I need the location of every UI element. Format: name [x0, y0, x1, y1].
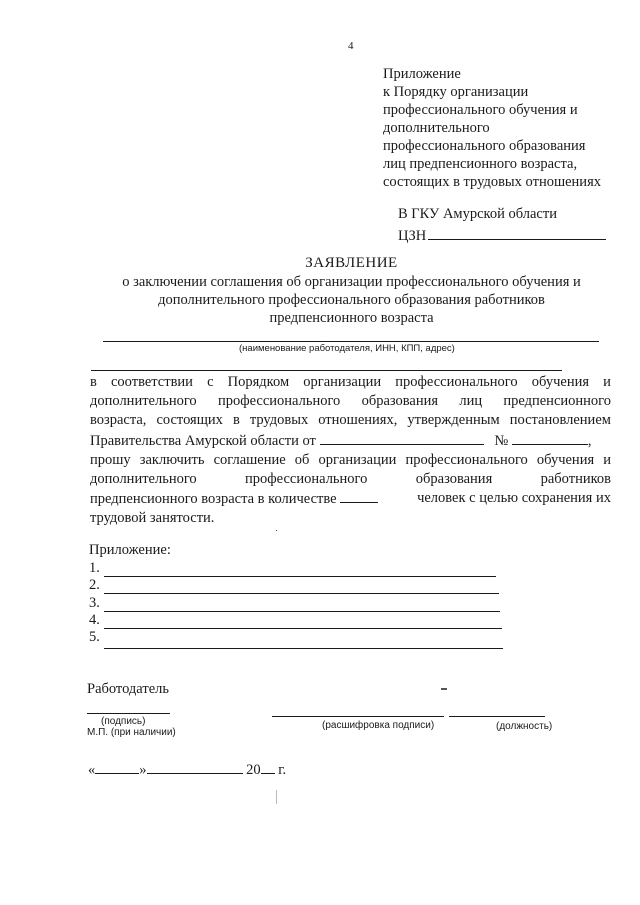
attachment-field-4[interactable] [104, 628, 502, 629]
signature-hint: (подпись) [101, 716, 146, 727]
stamp-hint: М.П. (при наличии) [87, 727, 176, 738]
appendix-line: профессионального обучения и [383, 102, 578, 118]
date-line [88, 760, 286, 779]
body-line-2: дополнительного профессионального образования лиц предпенсионного [90, 393, 611, 410]
signature-field[interactable] [87, 713, 170, 714]
subtitle-line: о заключении соглашения об организации профессионального обучения и [122, 274, 581, 290]
attachment-field-3[interactable] [104, 611, 500, 612]
resolution-date-field[interactable] [320, 431, 484, 445]
employer-label: Работодатель [87, 681, 169, 697]
scan-dot [276, 530, 277, 531]
appendix-line: лиц предпенсионного возраста, [383, 156, 578, 172]
appendix-line: дополнительного [383, 120, 490, 136]
attachment-number: 1. [89, 560, 100, 576]
employer-info-hint: (наименование работодателя, ИНН, КПП, адрес) [239, 343, 455, 354]
appendix-line: состоящих в трудовых отношениях [383, 174, 601, 190]
signature-decoding-field[interactable] [272, 716, 444, 717]
employer-info-field-2[interactable] [91, 370, 562, 371]
scan-dot [276, 790, 277, 804]
document-title: ЗАЯВЛЕНИЕ [305, 255, 398, 271]
attachment-field-2[interactable] [104, 593, 499, 594]
appendix-header [383, 65, 601, 191]
attachment-field-5[interactable] [104, 648, 503, 649]
recipient-block [398, 203, 606, 247]
attachment-number: 2. [89, 577, 100, 593]
body-line-8: трудовой занятости. [90, 510, 215, 527]
scan-mark [441, 688, 447, 690]
recipient-czn-label: ЦЗН [398, 228, 427, 244]
signature-decoding-hint: (расшифровка подписи) [322, 720, 435, 731]
employer-info-field[interactable] [103, 341, 599, 342]
document-subtitle [0, 273, 640, 327]
subtitle-line: дополнительного профессионального образования работников [158, 292, 545, 308]
employee-count-field[interactable] [340, 489, 378, 503]
appendix-line: Приложение [383, 66, 461, 82]
attachments-label: Приложение: [89, 542, 171, 558]
resolution-number-field[interactable] [512, 431, 588, 445]
date-close-quote: » [139, 762, 147, 778]
page-number: 4 [348, 40, 354, 52]
position-field[interactable] [449, 716, 545, 717]
appendix-line: профессионального образования [383, 138, 586, 154]
body-line-7: предпенсионного возраста в количестве человек с целью сохранения их [90, 490, 611, 508]
attachment-number: 4. [89, 612, 100, 628]
attachment-number: 3. [89, 595, 100, 611]
body-line-4: Правительства Амурской области от № , [90, 432, 592, 449]
date-day-field[interactable] [95, 760, 139, 774]
body-line-5: прошу заключить соглашение об организации профессионального обучения и [90, 451, 611, 468]
subtitle-line: предпенсионного возраста [269, 310, 434, 326]
attachment-number: 5. [89, 629, 100, 645]
position-hint: (должность) [496, 721, 553, 732]
date-year-prefix: 20 [246, 762, 261, 778]
date-open-quote: « [88, 762, 96, 778]
date-year-suffix: г. [278, 762, 287, 778]
attachment-field-1[interactable] [104, 576, 496, 577]
body-line-1: в соответствии с Порядком организации профессионального обучения и [90, 374, 611, 390]
body-line-3: возраста, состоящих в трудовых отношениях, утвержденным постановлением [90, 412, 611, 429]
appendix-line: к Порядку организации [383, 84, 529, 100]
date-month-field[interactable] [147, 760, 243, 774]
recipient-organization: В ГКУ Амурской области [398, 206, 557, 222]
czn-name-field[interactable] [428, 225, 606, 240]
body-line-6: дополнительного профессионального образования работников [90, 471, 611, 488]
date-year-field[interactable] [261, 760, 275, 774]
application-body [90, 373, 611, 529]
